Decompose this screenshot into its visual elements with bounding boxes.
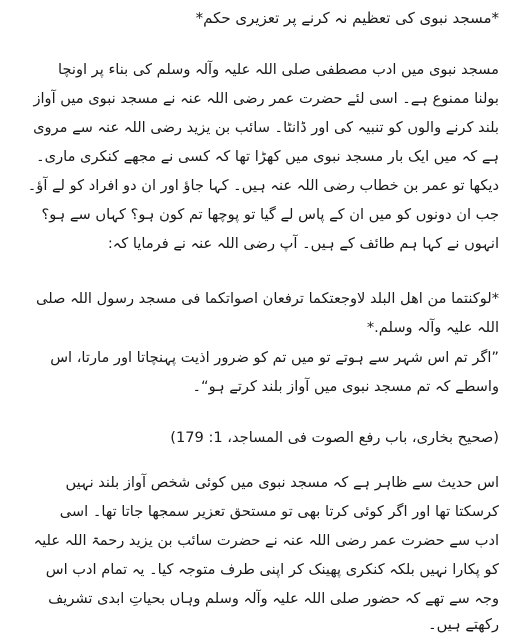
paragraph-1-line: ہے کہ میں ایک بار مسجد نبوی میں کھڑا تھا کہ کسی نے مجھے کنکری ماری۔: [36, 148, 499, 165]
paragraph-1-line: مسجد نبوی میں ادب مصطفی صلی اللہ علیہ وآلہ وسلم کی بناء پر اونچا: [58, 61, 499, 78]
paragraph-1-line: بولنا ممنوع ہے۔ اسی لئے حضرت عمر رضی اللہ عنہ نے مسجد نبوی میں آواز: [33, 90, 499, 107]
paragraph-1-line: جب ان دونوں کو میں ان کے پاس لے گیا تو پوچھا تم کون ہو؟ کہاں سے ہو؟: [41, 206, 499, 223]
paragraph-1-line: انہوں نے کہا ہم طائف کے ہیں۔ آپ رضی اللہ عنہ نے فرمایا کہ:: [107, 235, 499, 252]
arabic-quote-line: *لوکنتما من اهل البلد لاوجعتکما ترفعان اصواتکما فی مسجد رسول اللہ صلی: [36, 290, 499, 307]
translation-line: واسطے کہ تم مسجد نبوی میں آواز بلند کرتے ہو“۔: [192, 378, 499, 395]
paragraph-2-line: وجہ سے تھے کہ حضور صلی اللہ علیہ وآلہ وسلم وہاں بحیاتِ ابدی تشریف: [48, 590, 499, 607]
paragraph-2-line: کو پکارا نہیں بلکہ کنکری پھینک کر اپنی طرف متوجہ کیا۔ یہ تمام ادب اس: [45, 561, 499, 578]
arabic-quote-line: اللہ علیہ وآلہ وسلم.*: [366, 319, 499, 336]
paragraph-2-line: کرسکتا تھا اور اگر کوئی کرتا بھی تو مستحق تعزیر سمجھا جاتا تھا۔ اسی: [59, 503, 499, 520]
translation-line: ”اگر تم اس شہر سے ہوتے تو میں تم کو ضرور اذیت پہنچاتا اور مارتا، اس: [50, 349, 499, 366]
hadith-reference: (صحيح بخاری، باب رفع الصوت فی المساجد، 1: 179): [170, 429, 499, 446]
paragraph-2-line: رکھتے ہیں۔: [428, 616, 499, 633]
paragraph-2-line: ادب سے حضرت عمر رضی اللہ عنہ نے حضرت سائب بن یزید رحمۃ اللہ علیہ: [33, 532, 499, 549]
paragraph-1-line: دیکھا تو عمر بن خطاب رضی اللہ عنہ ہیں۔ کہا جاؤ اور ان دو افراد کو لے آؤ۔: [27, 177, 499, 194]
paragraph-1-line: بلند کرنے والوں کو تنبیہ کی اور ڈانٹا۔ سائب بن یزید رضی اللہ عنہ سے مروی: [33, 119, 499, 136]
paragraph-2-line: اس حدیث سے ظاہر ہے کہ مسجد نبوی میں کوئی شخص آواز بلند نہیں: [65, 474, 499, 491]
heading: *مسجد نبوی کی تعظیم نہ کرنے پر تعزیری حکم*: [195, 9, 499, 27]
